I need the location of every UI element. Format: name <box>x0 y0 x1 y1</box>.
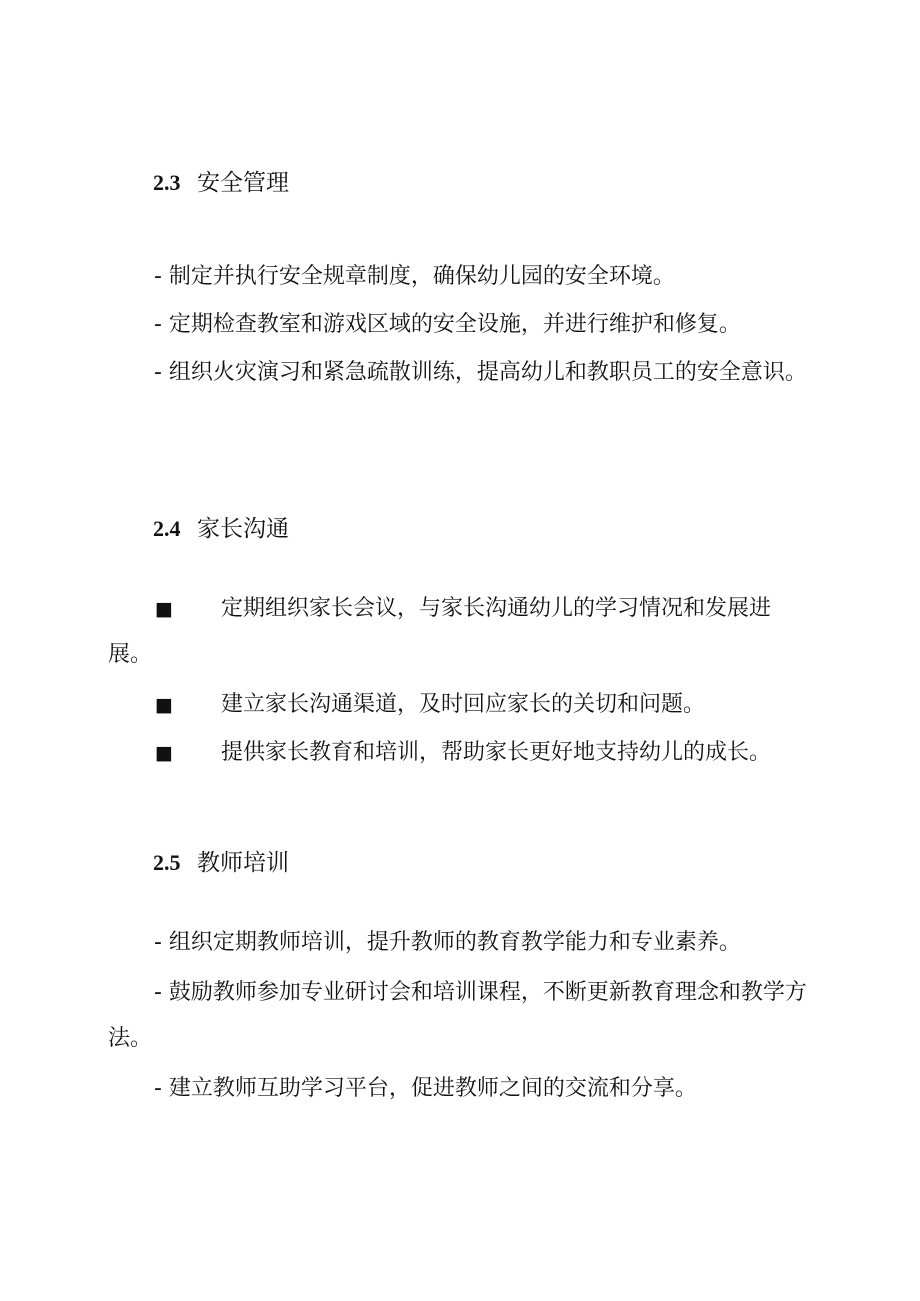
section-number: 2.4 <box>153 516 181 541</box>
section-number: 2.3 <box>153 170 181 195</box>
square-bullet-icon: ■ <box>155 694 173 716</box>
bullet-text: 提供家长教育和培训，帮助家长更好地支持幼儿的成长。 <box>221 740 772 765</box>
bullet-item <box>108 586 808 678</box>
bullet-text: 定期组织家长会议，与家长沟通幼儿的学习情况和发展进展。 <box>108 596 772 667</box>
bullet-item <box>108 730 808 776</box>
section-title: 教师培训 <box>197 850 289 876</box>
list-item: - 组织定期教师培训，提升教师的教育教学能力和专业素养。 <box>154 930 741 955</box>
section-heading-2-3 <box>153 168 289 198</box>
section-heading-2-4 <box>153 514 289 544</box>
bullet-item <box>108 682 808 728</box>
section-title: 安全管理 <box>197 170 289 196</box>
bullet-text: 建立家长沟通渠道，及时回应家长的关切和问题。 <box>221 692 706 717</box>
section-number: 2.5 <box>153 850 181 875</box>
section-heading-2-5 <box>153 848 289 878</box>
list-item: - 定期检查教室和游戏区域的安全设施，并进行维护和修复。 <box>154 312 741 337</box>
list-item: - 鼓励教师参加专业研讨会和培训课程，不断更新教育理念和教学方法。 <box>108 980 807 1051</box>
list-item: - 组织火灾演习和紧急疏散训练，提高幼儿和教职员工的安全意识。 <box>154 360 807 385</box>
section-title: 家长沟通 <box>197 516 289 542</box>
square-bullet-icon: ■ <box>155 598 173 620</box>
list-item: - 建立教师互助学习平台，促进教师之间的交流和分享。 <box>154 1076 697 1101</box>
list-item: - 制定并执行安全规章制度，确保幼儿园的安全环境。 <box>154 264 675 289</box>
square-bullet-icon: ■ <box>155 742 173 764</box>
